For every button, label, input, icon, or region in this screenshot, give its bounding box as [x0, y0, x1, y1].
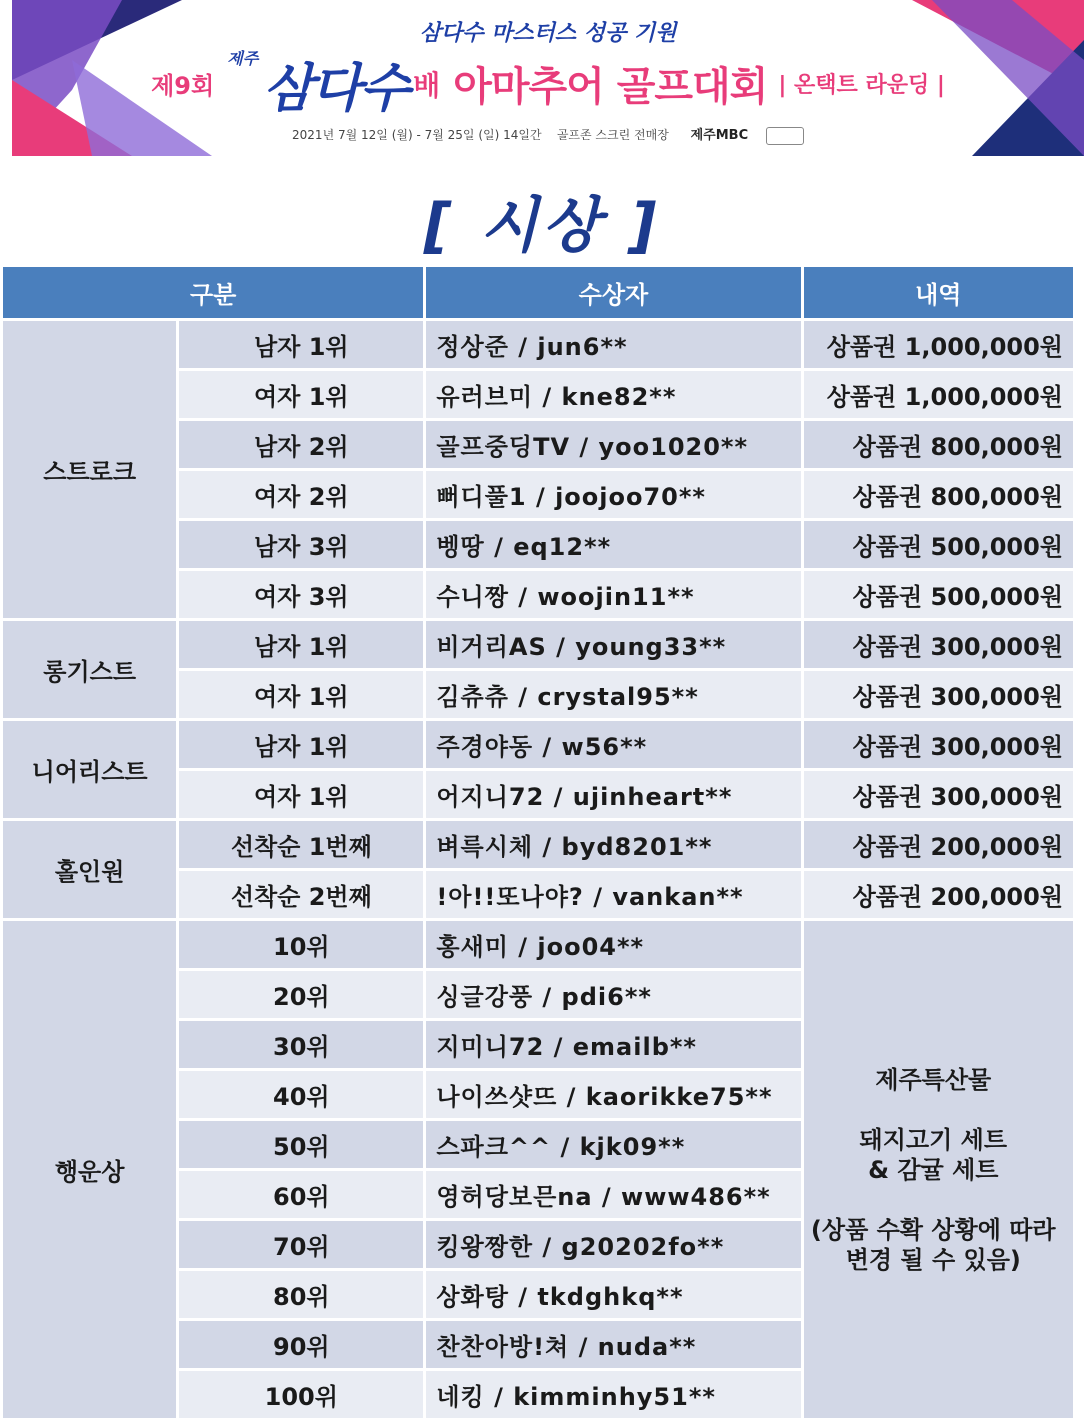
- rank-cell: 50위: [179, 1121, 423, 1168]
- winner-cell: 영허당보믄na / www486**: [426, 1171, 800, 1218]
- page-title: [ 시상 ]: [423, 191, 661, 261]
- awards-table: [0, 264, 1076, 1421]
- prize-cell: 상품권 300,000원: [804, 771, 1073, 818]
- banner-brand: 삼다수: [263, 59, 408, 119]
- banner-edition: 제9회: [151, 72, 215, 100]
- winner-cell: 상화탕 / tkdghkq**: [426, 1271, 800, 1318]
- winner-cell: 정상준 / jun6**: [426, 321, 800, 368]
- table-row: [3, 821, 1073, 868]
- rank-cell: 남자 1위: [179, 321, 423, 368]
- rank-cell: 남자 2위: [179, 421, 423, 468]
- rank-cell: 70위: [179, 1221, 423, 1268]
- winner-cell: 주경야동 / w56**: [426, 721, 800, 768]
- prize-cell: 상품권 200,000원: [804, 871, 1073, 918]
- winner-cell: 싱글강풍 / pdi6**: [426, 971, 800, 1018]
- prize-cell: 상품권 1,000,000원: [804, 321, 1073, 368]
- prize-cell: 상품권 800,000원: [804, 421, 1073, 468]
- banner-event: 아마추어 골프대회: [453, 64, 768, 110]
- rank-cell: 10위: [179, 921, 423, 968]
- table-row: [3, 921, 1073, 968]
- winner-cell: 나이쓰샷뜨 / kaorikke75**: [426, 1071, 800, 1118]
- rank-cell: 40위: [179, 1071, 423, 1118]
- prize-cell: 상품권 800,000원: [804, 471, 1073, 518]
- banner-dates: 2021년 7월 12일 (월) - 7월 25일 (일) 14일간: [292, 128, 542, 142]
- event-banner: [12, 0, 1084, 156]
- broadcaster-logo: 제주MBC: [690, 128, 749, 143]
- rank-cell: 여자 2위: [179, 471, 423, 518]
- category-cell: 홀인원: [3, 821, 176, 918]
- winner-cell: 유러브미 / kne82**: [426, 371, 800, 418]
- prize-note-line: 변경 될 수 있음): [845, 1245, 1021, 1274]
- winner-cell: 벼륵시체 / byd8201**: [426, 821, 800, 868]
- rank-cell: 여자 3위: [179, 571, 423, 618]
- winner-cell: 스파크^^ / kjk09**: [426, 1121, 800, 1168]
- rank-cell: 100위: [179, 1371, 423, 1418]
- winner-cell: 벵땅 / eq12**: [426, 521, 800, 568]
- banner-untact: | 온택트 라운딩 |: [778, 73, 945, 98]
- prize-note-line: 제주특산물: [875, 1065, 992, 1094]
- banner-jeju: 제주: [227, 49, 259, 68]
- prize-cell: 상품권 300,000원: [804, 621, 1073, 668]
- prize-note-line: & 감귤 세트: [868, 1155, 999, 1184]
- rank-cell: 여자 1위: [179, 671, 423, 718]
- winner-cell: 홍새미 / joo04**: [426, 921, 800, 968]
- rank-cell: 남자 3위: [179, 521, 423, 568]
- prize-cell: 상품권 300,000원: [804, 721, 1073, 768]
- banner-venue: 골프존 스크린 전매장: [556, 128, 669, 142]
- rank-cell: 60위: [179, 1171, 423, 1218]
- table-row: [3, 321, 1073, 368]
- banner-tagline: 삼다수 마스터스 성공 기원: [419, 21, 677, 46]
- category-cell: 행운상: [3, 921, 176, 1418]
- banner-headline: [12, 46, 1084, 121]
- winner-cell: 네킹 / kimminhy51**: [426, 1371, 800, 1418]
- prize-cell: 상품권 500,000원: [804, 521, 1073, 568]
- rank-cell: 여자 1위: [179, 371, 423, 418]
- rank-cell: 선착순 2번째: [179, 871, 423, 918]
- header-category: 구분: [3, 267, 423, 318]
- winner-cell: 어지니72 / ujinheart**: [426, 771, 800, 818]
- category-cell: 스트로크: [3, 321, 176, 618]
- prize-cell: 상품권 200,000원: [804, 821, 1073, 868]
- lucky-prize-cell: [804, 921, 1073, 1418]
- prize-cell: 상품권 1,000,000원: [804, 371, 1073, 418]
- rank-cell: 20위: [179, 971, 423, 1018]
- winner-cell: 뻐디풀1 / joojoo70**: [426, 471, 800, 518]
- rank-cell: 여자 1위: [179, 771, 423, 818]
- winner-cell: !아!!또나야? / vankan**: [426, 871, 800, 918]
- sponsor-logo-icon: [766, 127, 804, 145]
- prize-note-line: (상품 수확 상황에 따라: [810, 1215, 1056, 1244]
- rank-cell: 30위: [179, 1021, 423, 1068]
- winner-cell: 수니짱 / woojin11**: [426, 571, 800, 618]
- rank-cell: 선착순 1번째: [179, 821, 423, 868]
- rank-cell: 90위: [179, 1321, 423, 1368]
- prize-note-line: 돼지고기 세트: [859, 1125, 1008, 1154]
- winner-cell: 골프중딩TV / yoo1020**: [426, 421, 800, 468]
- header-prize: 내역: [804, 267, 1073, 318]
- winner-cell: 지미니72 / emailb**: [426, 1021, 800, 1068]
- prize-cell: 상품권 300,000원: [804, 671, 1073, 718]
- table-row: [3, 721, 1073, 768]
- winner-cell: 킹왕짱한 / g20202fo**: [426, 1221, 800, 1268]
- rank-cell: 남자 1위: [179, 721, 423, 768]
- category-cell: 니어리스트: [3, 721, 176, 818]
- category-cell: 롱기스트: [3, 621, 176, 718]
- rank-cell: 남자 1위: [179, 621, 423, 668]
- winner-cell: 찬찬아방!쳐 / nuda**: [426, 1321, 800, 1368]
- banner-cup: 배: [413, 68, 441, 102]
- header-winner: 수상자: [426, 267, 800, 318]
- banner-details: [12, 124, 1084, 145]
- rank-cell: 80위: [179, 1271, 423, 1318]
- prize-cell: 상품권 500,000원: [804, 571, 1073, 618]
- winner-cell: 비거리AS / young33**: [426, 621, 800, 668]
- winner-cell: 김츄츄 / crystal95**: [426, 671, 800, 718]
- table-row: [3, 621, 1073, 668]
